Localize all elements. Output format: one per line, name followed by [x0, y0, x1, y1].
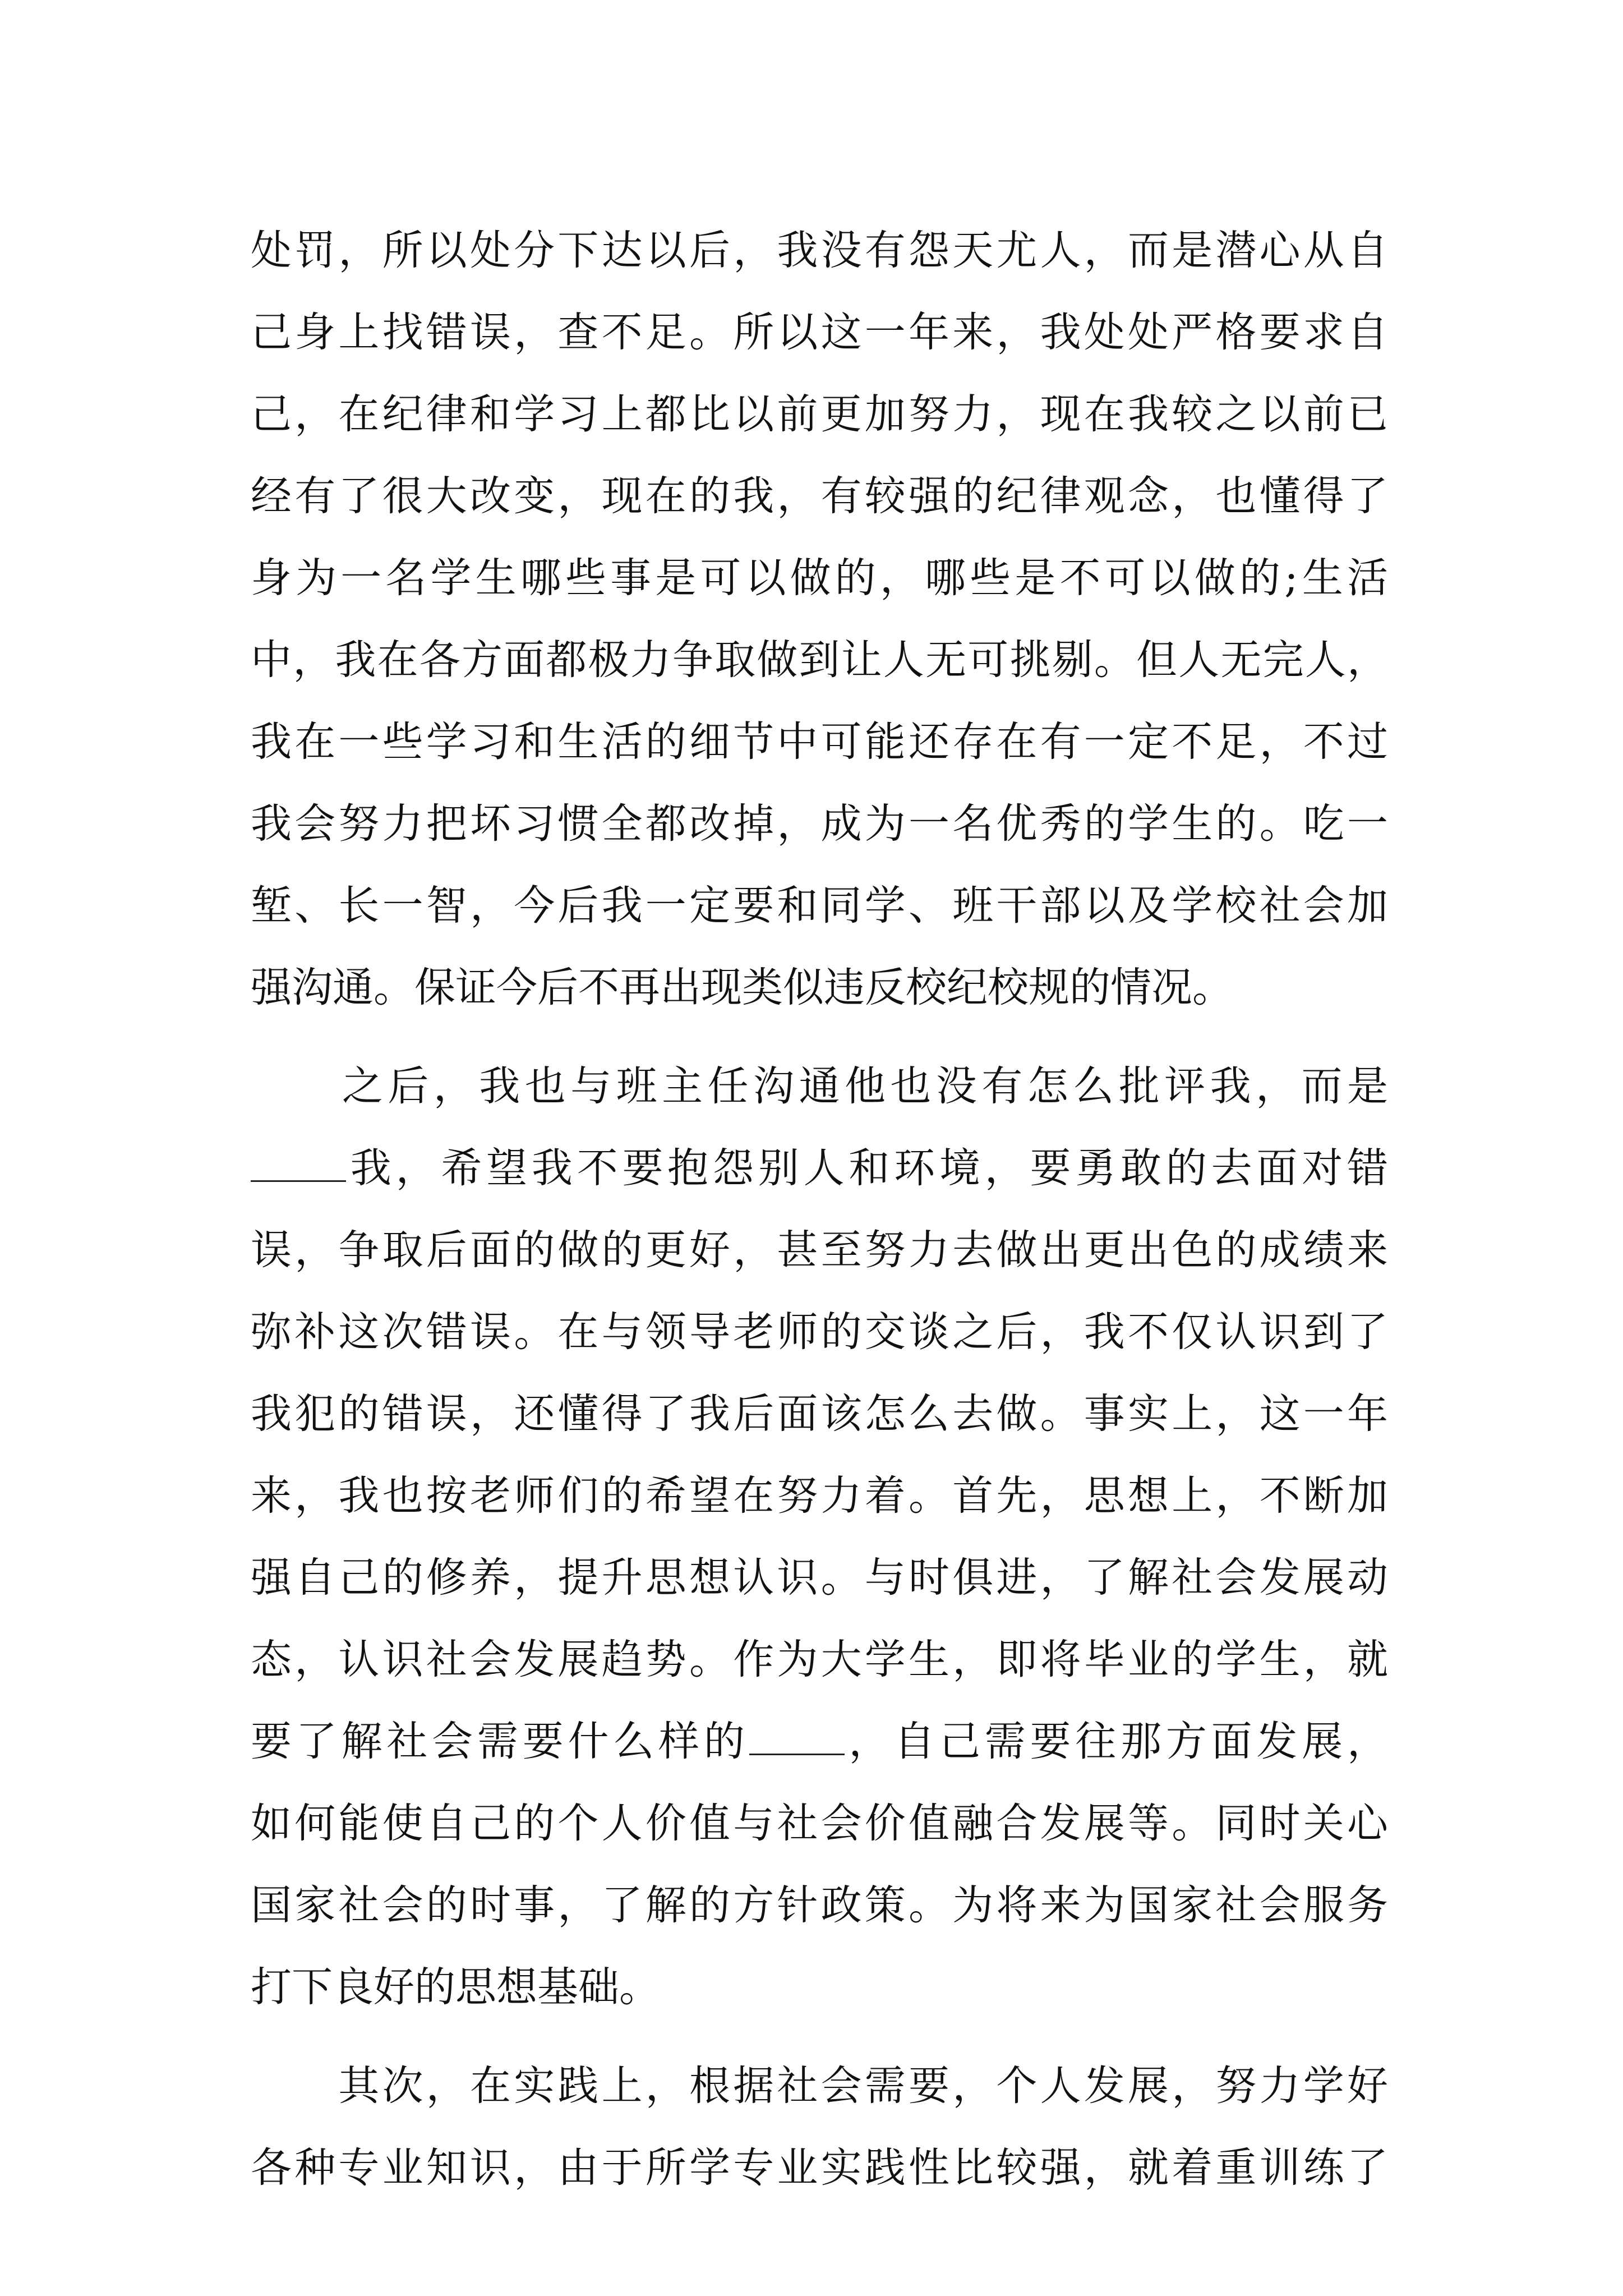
- text-line: 各种专业知识，由于所学专业实践性比较强，就着重训练了: [251, 2144, 1388, 2192]
- text-line: 如何能使自己的个人价值与社会价值融合发展等。同时关心: [251, 1800, 1388, 1847]
- paragraph-gap: [251, 2028, 1388, 2045]
- text-line: 强沟通。保证今后不再出现类似违反校纪校规的情况。: [251, 964, 1233, 1011]
- text-line: 己，在纪律和学习上都比以前更加努力，现在我较之以前已: [251, 390, 1388, 438]
- fill-in-blank: [251, 1147, 346, 1182]
- text-line: 其次，在实践上，根据社会需要，个人发展，努力学好: [251, 2062, 1388, 2110]
- text-line: 国家社会的时事，了解的方针政策。为将来为国家社会服务: [251, 1881, 1388, 1929]
- text-line: 强自己的修养，提升思想认识。与时俱进，了解社会发展动: [251, 1554, 1388, 1602]
- text-line: 态，认识社会发展趋势。作为大学生，即将毕业的学生，就: [251, 1636, 1388, 1683]
- text-line: 中，我在各方面都极力争取做到让人无可挑剔。但人无完人，: [251, 636, 1388, 684]
- text-line-with-blank: [251, 1701, 1388, 1783]
- text-line: 我在一些学习和生活的细节中可能还存在有一定不足，不过: [251, 718, 1388, 766]
- text-line: 处罚，所以处分下达以后，我没有怨天尤人，而是潜心从自: [251, 227, 1388, 274]
- document-body: [251, 210, 1388, 2209]
- text-fragment: 要了解社会需要什么样的: [251, 1718, 749, 1765]
- text-line: 己身上找错误，查不足。所以这一年来，我处处严格要求自: [251, 309, 1388, 356]
- text-line: 打下良好的思想基础。: [251, 1963, 660, 2011]
- text-line: 误，争取后面的做的更好，甚至努力去做出更出色的成绩来: [251, 1226, 1388, 1274]
- text-line: 我犯的错误，还懂得了我后面该怎么去做。事实上，这一年: [251, 1390, 1388, 1438]
- text-line-with-blank: [251, 1128, 1388, 1209]
- text-line: 经有了很大改变，现在的我，有较强的纪律观念，也懂得了: [251, 472, 1388, 520]
- paragraph-3: [251, 2045, 1388, 2209]
- text-fragment: ，自己需要往那方面发展，: [844, 1718, 1388, 1765]
- text-line: 弥补这次错误。在与领导老师的交谈之后，我不仅认识到了: [251, 1308, 1388, 1356]
- paragraph-2: [251, 1046, 1388, 2028]
- text-line: 身为一名学生哪些事是可以做的，哪些是不可以做的;生活: [251, 554, 1388, 602]
- text-line: 我会努力把坏习惯全都改掉，成为一名优秀的学生的。吃一: [251, 800, 1388, 848]
- fill-in-blank: [749, 1720, 845, 1755]
- text-fragment: 我，希望我不要抱怨别人和环境，要勇敢的去面对错: [346, 1144, 1388, 1192]
- text-line: 来，我也按老师们的希望在努力着。首先，思想上，不断加: [251, 1472, 1388, 1520]
- paragraph-gap: [251, 1029, 1388, 1046]
- text-line: 之后，我也与班主任沟通他也没有怎么批评我，而是: [251, 1062, 1388, 1110]
- paragraph-1: [251, 210, 1388, 1029]
- text-line: 堑、长一智，今后我一定要和同学、班干部以及学校社会加: [251, 882, 1388, 930]
